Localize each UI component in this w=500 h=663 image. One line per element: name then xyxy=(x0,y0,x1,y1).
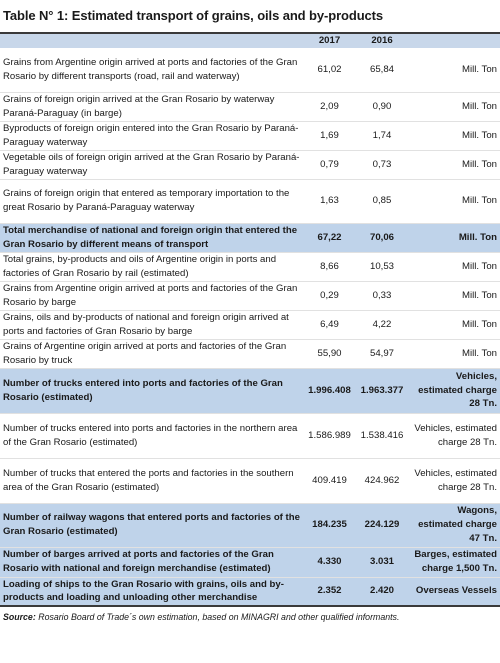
row-description: Number of barges arrived at ports and factories of the Gran Rosario with national and foreign merchandise (estimated) xyxy=(0,547,303,577)
row-value-2017: 1,63 xyxy=(303,179,356,223)
row-unit: Mill. Ton xyxy=(408,281,500,310)
table-row xyxy=(0,577,500,606)
row-value-2017: 67,22 xyxy=(303,223,356,252)
row-unit: Vehicles, estimated charge 28 Tn. xyxy=(408,458,500,503)
row-description: Byproducts of foreign origin entered into the Gran Rosario by Paraná-Paraguay waterway xyxy=(0,121,303,150)
table-row xyxy=(0,503,500,547)
row-unit: Mill. Ton xyxy=(408,150,500,179)
row-value-2016: 1.538.416 xyxy=(356,413,408,458)
row-description: Grains of Argentine origin arrived at ports and factories of the Gran Rosario by truck xyxy=(0,339,303,368)
row-value-2016: 3.031 xyxy=(356,547,408,577)
row-description: Number of trucks that entered the ports and factories in the southern area of the Gran Rosario (estimated) xyxy=(0,458,303,503)
table-row xyxy=(0,179,500,223)
row-unit: Mill. Ton xyxy=(408,223,500,252)
row-description: Grains from Argentine origin arrived at ports and factories of the Gran Rosario by barge xyxy=(0,281,303,310)
table-title: Table N° 1: Estimated transport of grains, oils and by-products xyxy=(3,8,384,23)
row-unit: Mill. Ton xyxy=(408,121,500,150)
row-description: Number of trucks entered into ports and factories in the northern area of the Gran Rosario (estimated) xyxy=(0,413,303,458)
row-value-2017: 61,02 xyxy=(303,48,356,92)
source-note xyxy=(0,606,500,627)
row-description: Grains of foreign origin arrived at the Gran Rosario by waterway Paraná-Paraguay (in barge) xyxy=(0,92,303,121)
table-row xyxy=(0,150,500,179)
source-text: Rosario Board of Trade´s own estimation, based on MINAGRI and other qualified informants. xyxy=(38,611,400,622)
table-row xyxy=(0,48,500,92)
source-row xyxy=(0,606,500,627)
row-unit: Mill. Ton xyxy=(408,179,500,223)
table-row xyxy=(0,368,500,413)
table-row xyxy=(0,281,500,310)
row-value-2017: 409.419 xyxy=(303,458,356,503)
table-row xyxy=(0,339,500,368)
row-value-2016: 70,06 xyxy=(356,223,408,252)
row-unit: Vehicles, estimated charge 28 Tn. xyxy=(408,413,500,458)
row-unit: Mill. Ton xyxy=(408,92,500,121)
row-value-2016: 54,97 xyxy=(356,339,408,368)
row-unit: Wagons, estimated charge 47 Tn. xyxy=(408,503,500,547)
row-description: Number of trucks entered into ports and factories of the Gran Rosario (estimated) xyxy=(0,368,303,413)
table-row xyxy=(0,413,500,458)
row-value-2016: 1.963.377 xyxy=(356,368,408,413)
table-row xyxy=(0,92,500,121)
row-value-2016: 0,90 xyxy=(356,92,408,121)
row-value-2017: 184.235 xyxy=(303,503,356,547)
row-value-2017: 2,09 xyxy=(303,92,356,121)
table-row xyxy=(0,223,500,252)
header-year-2016: 2016 xyxy=(356,33,408,48)
row-value-2017: 1.586.989 xyxy=(303,413,356,458)
header-description xyxy=(0,33,303,48)
table-row xyxy=(0,252,500,281)
row-value-2016: 424.962 xyxy=(356,458,408,503)
row-value-2016: 65,84 xyxy=(356,48,408,92)
table-row xyxy=(0,547,500,577)
row-description: Grains of foreign origin that entered as temporary importation to the great Rosario by Paraná-Paraguay waterway xyxy=(0,179,303,223)
row-value-2017: 0,29 xyxy=(303,281,356,310)
row-value-2017: 6,49 xyxy=(303,310,356,339)
row-unit: Mill. Ton xyxy=(408,339,500,368)
row-value-2017: 0,79 xyxy=(303,150,356,179)
row-value-2017: 4.330 xyxy=(303,547,356,577)
row-value-2016: 224.129 xyxy=(356,503,408,547)
row-value-2016: 2.420 xyxy=(356,577,408,606)
row-value-2017: 1,69 xyxy=(303,121,356,150)
row-unit: Mill. Ton xyxy=(408,310,500,339)
row-value-2017: 55,90 xyxy=(303,339,356,368)
row-unit: Barges, estimated charge 1,500 Tn. xyxy=(408,547,500,577)
row-value-2016: 0,73 xyxy=(356,150,408,179)
table-row xyxy=(0,458,500,503)
table-row xyxy=(0,121,500,150)
row-unit: Mill. Ton xyxy=(408,252,500,281)
header-row xyxy=(0,33,500,48)
row-value-2017: 2.352 xyxy=(303,577,356,606)
table-row xyxy=(0,310,500,339)
row-description: Total merchandise of national and foreign origin that entered the Gran Rosario by different means of transport xyxy=(0,223,303,252)
row-value-2016: 1,74 xyxy=(356,121,408,150)
row-value-2016: 0,33 xyxy=(356,281,408,310)
row-description: Total grains, by-products and oils of Argentine origin in ports and factories of Gran Rosario by rail (estimated) xyxy=(0,252,303,281)
row-description: Vegetable oils of foreign origin arrived at the Gran Rosario by Paraná-Paraguay waterway xyxy=(0,150,303,179)
row-description: Grains from Argentine origin arrived at ports and factories of the Gran Rosario by different transports (road, rail and waterway) xyxy=(0,48,303,92)
transport-table xyxy=(0,32,500,627)
row-value-2016: 0,85 xyxy=(356,179,408,223)
row-unit: Vehicles, estimated charge 28 Tn. xyxy=(408,368,500,413)
source-label: Source: xyxy=(3,611,36,622)
row-description: Number of railway wagons that entered ports and factories of the Gran Rosario (estimated) xyxy=(0,503,303,547)
row-description: Grains, oils and by-products of national and foreign origin arrived at ports and factories of Gran Rosario by barge xyxy=(0,310,303,339)
row-unit: Mill. Ton xyxy=(408,48,500,92)
row-value-2017: 8,66 xyxy=(303,252,356,281)
row-description: Loading of ships to the Gran Rosario with grains, oils and by-products and loading and unloading other merchandise xyxy=(0,577,303,606)
header-year-2017: 2017 xyxy=(303,33,356,48)
row-value-2017: 1.996.408 xyxy=(303,368,356,413)
row-value-2016: 4,22 xyxy=(356,310,408,339)
row-value-2016: 10,53 xyxy=(356,252,408,281)
row-unit: Overseas Vessels xyxy=(408,577,500,606)
header-unit xyxy=(408,33,500,48)
